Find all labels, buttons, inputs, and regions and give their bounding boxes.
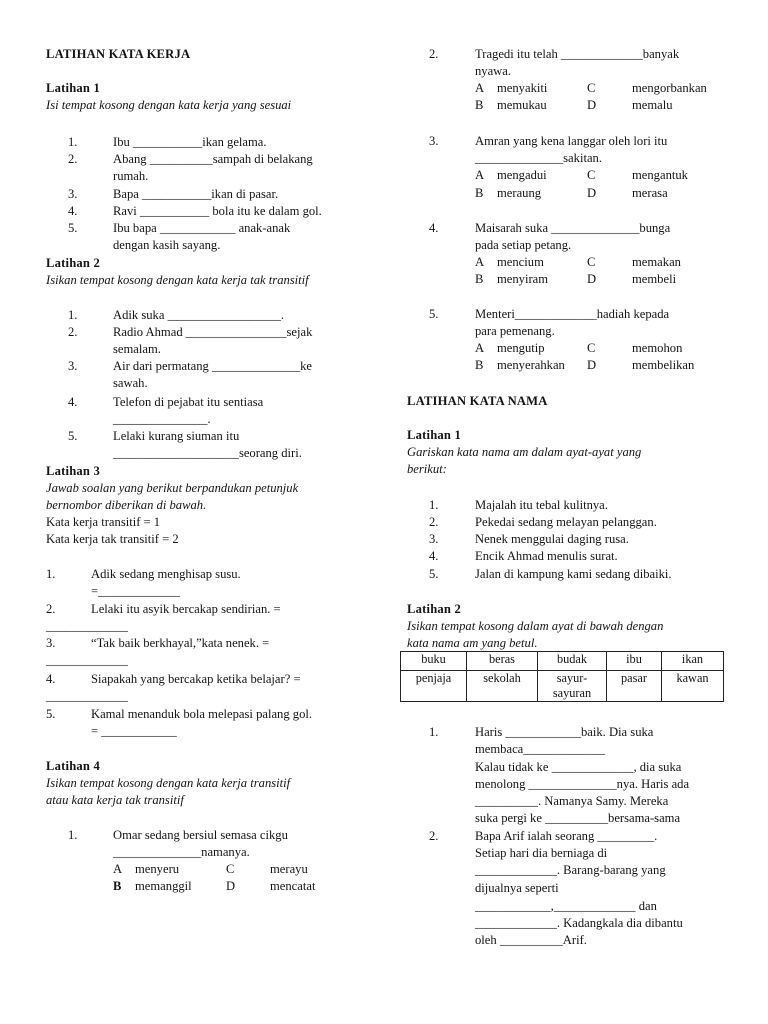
item-text: “Tak baik berkhayal,”kata nenek. = <box>91 636 270 650</box>
option-letter: C <box>226 862 235 876</box>
item-text: Nenek menggulai daging rusa. <box>475 532 629 546</box>
option-text: mengorbankan <box>632 81 707 95</box>
left-l4-instruction-1: Isikan tempat kosong dengan kata kerja transitif <box>46 776 291 790</box>
table-cell: budak <box>538 652 607 671</box>
paragraph-line: Haris ____________baik. Dia suka <box>475 725 654 739</box>
item-number: 3. <box>429 134 439 148</box>
paragraph-line: oleh __________Arif. <box>475 933 587 947</box>
option-text: menyeru <box>135 862 180 876</box>
paragraph-line: _____________. Barang-barang yang <box>475 863 666 877</box>
item-text: Omar sedang bersiul semasa cikgu <box>113 828 288 842</box>
item-number: 1. <box>68 828 78 842</box>
item-text: Kamal menanduk bola melepasi palang gol. <box>91 707 313 721</box>
left-l3-key-2: Kata kerja tak transitif = 2 <box>46 532 179 546</box>
item-number: 2. <box>429 47 439 61</box>
item-text-cont: ____________________seorang diri. <box>113 446 302 460</box>
item-text: Telefon di pejabat itu sentiasa <box>113 395 264 409</box>
option-letter: D <box>587 98 597 112</box>
item-text-cont: ______________namanya. <box>113 845 250 859</box>
left-l1-heading: Latihan 1 <box>46 81 100 95</box>
item-number: 4. <box>68 204 78 218</box>
paragraph-line: _____________. Kadangkala dia dibantu <box>475 916 683 930</box>
option-text: merayu <box>270 862 308 876</box>
item-number: 4. <box>429 549 439 563</box>
table-cell: sekolah <box>467 671 538 702</box>
item-number: 2. <box>429 829 439 843</box>
item-text-cont: sawah. <box>113 376 148 390</box>
right-l2-instruction-1: Isikan tempat kosong dalam ayat di bawah dengan <box>407 619 664 633</box>
item-text: Ravi ___________ bola itu ke dalam gol. <box>113 204 322 218</box>
item-number: 5. <box>68 429 78 443</box>
option-text: merasa <box>632 186 668 200</box>
left-l3-instruction-2: bernombor diberikan di bawah. <box>46 498 207 512</box>
item-text: Pekedai sedang melayan pelanggan. <box>475 515 657 529</box>
item-number: 1. <box>68 308 78 322</box>
option-text: memalu <box>632 98 673 112</box>
item-number: 2. <box>46 602 56 616</box>
item-text: Bapa ___________ikan di pasar. <box>113 187 279 201</box>
paragraph-line: __________. Namanya Samy. Mereka <box>475 794 669 808</box>
option-letter: A <box>475 81 485 95</box>
left-l3-key-1: Kata kerja transitif = 1 <box>46 515 161 529</box>
option-letter: A <box>113 862 123 876</box>
item-text-cont: rumah. <box>113 169 149 183</box>
option-letter: C <box>587 81 596 95</box>
option-letter: C <box>587 255 596 269</box>
left-l3-heading: Latihan 3 <box>46 464 100 478</box>
left-l2-heading: Latihan 2 <box>46 256 100 270</box>
option-text: membelikan <box>632 358 695 372</box>
table-cell: ibu <box>607 652 662 671</box>
paragraph-line: Bapa Arif ialah seorang _________. <box>475 829 658 843</box>
option-text: mencatat <box>270 879 316 893</box>
option-text: menyiram <box>497 272 549 286</box>
item-number: 4. <box>46 672 56 686</box>
item-number: 1. <box>429 498 439 512</box>
table-cell: beras <box>467 652 538 671</box>
item-text: Maisarah suka ______________bunga <box>475 221 671 235</box>
item-number: 4. <box>68 395 78 409</box>
option-letter: D <box>587 272 597 286</box>
left-l4-instruction-2: atau kata kerja tak transitif <box>46 793 184 807</box>
paragraph-line: membaca_____________ <box>475 742 606 756</box>
item-text-cont: ______________sakitan. <box>475 151 602 165</box>
paragraph-line: ____________,_____________ dan <box>475 899 657 913</box>
item-number: 5. <box>68 221 78 235</box>
table-row <box>401 652 724 671</box>
option-text: menyakiti <box>497 81 548 95</box>
word-bank-table <box>400 651 724 702</box>
table-row <box>401 671 724 702</box>
item-text: Jalan di kampung kami sedang dibaiki. <box>475 567 672 581</box>
table-cell-line: sayuran <box>552 686 592 700</box>
item-text: Ibu bapa ____________ anak-anak <box>113 221 291 235</box>
item-answer-line: =_____________ <box>91 584 180 598</box>
right-section-title: LATIHAN KATA NAMA <box>407 394 548 408</box>
option-text: mencium <box>497 255 544 269</box>
table-cell: ikan <box>662 652 724 671</box>
item-number: 1. <box>429 725 439 739</box>
left-l4-heading: Latihan 4 <box>46 759 100 773</box>
item-text: Adik suka __________________. <box>113 308 285 322</box>
left-l1-instruction: Isi tempat kosong dengan kata kerja yang sesuai <box>46 98 292 112</box>
item-number: 2. <box>68 325 78 339</box>
option-letter: D <box>587 358 597 372</box>
option-text: memohon <box>632 341 683 355</box>
option-text: membeli <box>632 272 677 286</box>
item-text: Siapakah yang bercakap ketika belajar? = <box>91 672 301 686</box>
item-text-cont: pada setiap petang. <box>475 238 572 252</box>
item-text-cont: nyawa. <box>475 64 512 78</box>
item-text: Majalah itu tebal kulitnya. <box>475 498 608 512</box>
item-text: Lelaki itu asyik bercakap sendirian. = <box>91 602 281 616</box>
option-letter: A <box>475 255 485 269</box>
item-number: 4. <box>429 221 439 235</box>
paragraph-line: suka pergi ke __________bersama-sama <box>475 811 681 825</box>
option-text: memakan <box>632 255 681 269</box>
table-cell: penjaja <box>401 671 467 702</box>
item-text: Adik sedang menghisap susu. <box>91 567 241 581</box>
table-cell: kawan <box>662 671 724 702</box>
table-cell: pasar <box>607 671 662 702</box>
table-cell <box>538 671 607 702</box>
option-text: mengutip <box>497 341 545 355</box>
item-text: Tragedi itu telah _____________banyak <box>475 47 680 61</box>
item-text: Amran yang kena langgar oleh lori itu <box>475 134 668 148</box>
item-number: 3. <box>429 532 439 546</box>
option-letter-selected: B <box>113 879 122 893</box>
item-text: Ibu ___________ikan gelama. <box>113 135 267 149</box>
item-text: Lelaki kurang siuman itu <box>113 429 240 443</box>
item-number: 1. <box>68 135 78 149</box>
item-answer-line: = ____________ <box>91 724 177 738</box>
left-l3-instruction-1: Jawab soalan yang berikut berpandukan petunjuk <box>46 481 299 495</box>
option-letter: B <box>475 358 484 372</box>
item-text: Radio Ahmad ________________sejak <box>113 325 313 339</box>
item-text-cont: semalam. <box>113 342 161 356</box>
table-cell-line: sayur- <box>556 671 588 685</box>
paragraph-line: Kalau tidak ke _____________, dia suka <box>475 760 682 774</box>
item-text: Abang __________sampah di belakang <box>113 152 313 166</box>
option-text: menyerahkan <box>497 358 565 372</box>
item-text-cont: para pemenang. <box>475 324 555 338</box>
item-number: 2. <box>68 152 78 166</box>
item-text: Air dari permatang ______________ke <box>113 359 313 373</box>
right-l2-heading: Latihan 2 <box>407 602 461 616</box>
option-text: memanggil <box>135 879 192 893</box>
paragraph-line: Setiap hari dia berniaga di <box>475 846 608 860</box>
option-text: memukau <box>497 98 547 112</box>
right-l1-instruction-2: berikut: <box>407 462 447 476</box>
option-letter: A <box>475 341 485 355</box>
option-letter: C <box>587 341 596 355</box>
option-text: mengadui <box>497 168 547 182</box>
option-letter: A <box>475 168 485 182</box>
left-l2-instruction: Isikan tempat kosong dengan kata kerja tak transitif <box>46 273 309 287</box>
option-letter: B <box>475 272 484 286</box>
right-l1-instruction-1: Gariskan kata nama am dalam ayat-ayat yang <box>407 445 642 459</box>
left-section-title: LATIHAN KATA KERJA <box>46 47 191 61</box>
item-text-cont: dengan kasih sayang. <box>113 238 221 252</box>
option-letter: D <box>587 186 597 200</box>
item-number: 3. <box>46 636 56 650</box>
item-number: 5. <box>429 567 439 581</box>
item-number: 3. <box>68 359 78 373</box>
item-answer-line: _____________ <box>46 653 128 667</box>
option-text: mengantuk <box>632 168 688 182</box>
option-letter: B <box>475 98 484 112</box>
item-number: 5. <box>429 307 439 321</box>
item-answer-line: _____________ <box>46 619 128 633</box>
option-text: meraung <box>497 186 542 200</box>
item-number: 2. <box>429 515 439 529</box>
item-number: 5. <box>46 707 56 721</box>
item-answer-line: _____________ <box>46 689 128 703</box>
table-cell: buku <box>401 652 467 671</box>
right-l2-instruction-2: kata nama am yang betul. <box>407 636 538 650</box>
paragraph-line: menolong ______________nya. Haris ada <box>475 777 690 791</box>
option-letter: B <box>475 186 484 200</box>
paragraph-line: dijualnya seperti <box>475 881 559 895</box>
item-number: 1. <box>46 567 56 581</box>
right-l1-heading: Latihan 1 <box>407 428 461 442</box>
option-letter: D <box>226 879 236 893</box>
item-text: Menteri_____________hadiah kepada <box>475 307 670 321</box>
item-text-cont: _______________. <box>113 412 211 426</box>
option-letter: C <box>587 168 596 182</box>
item-number: 3. <box>68 187 78 201</box>
item-text: Encik Ahmad menulis surat. <box>475 549 618 563</box>
